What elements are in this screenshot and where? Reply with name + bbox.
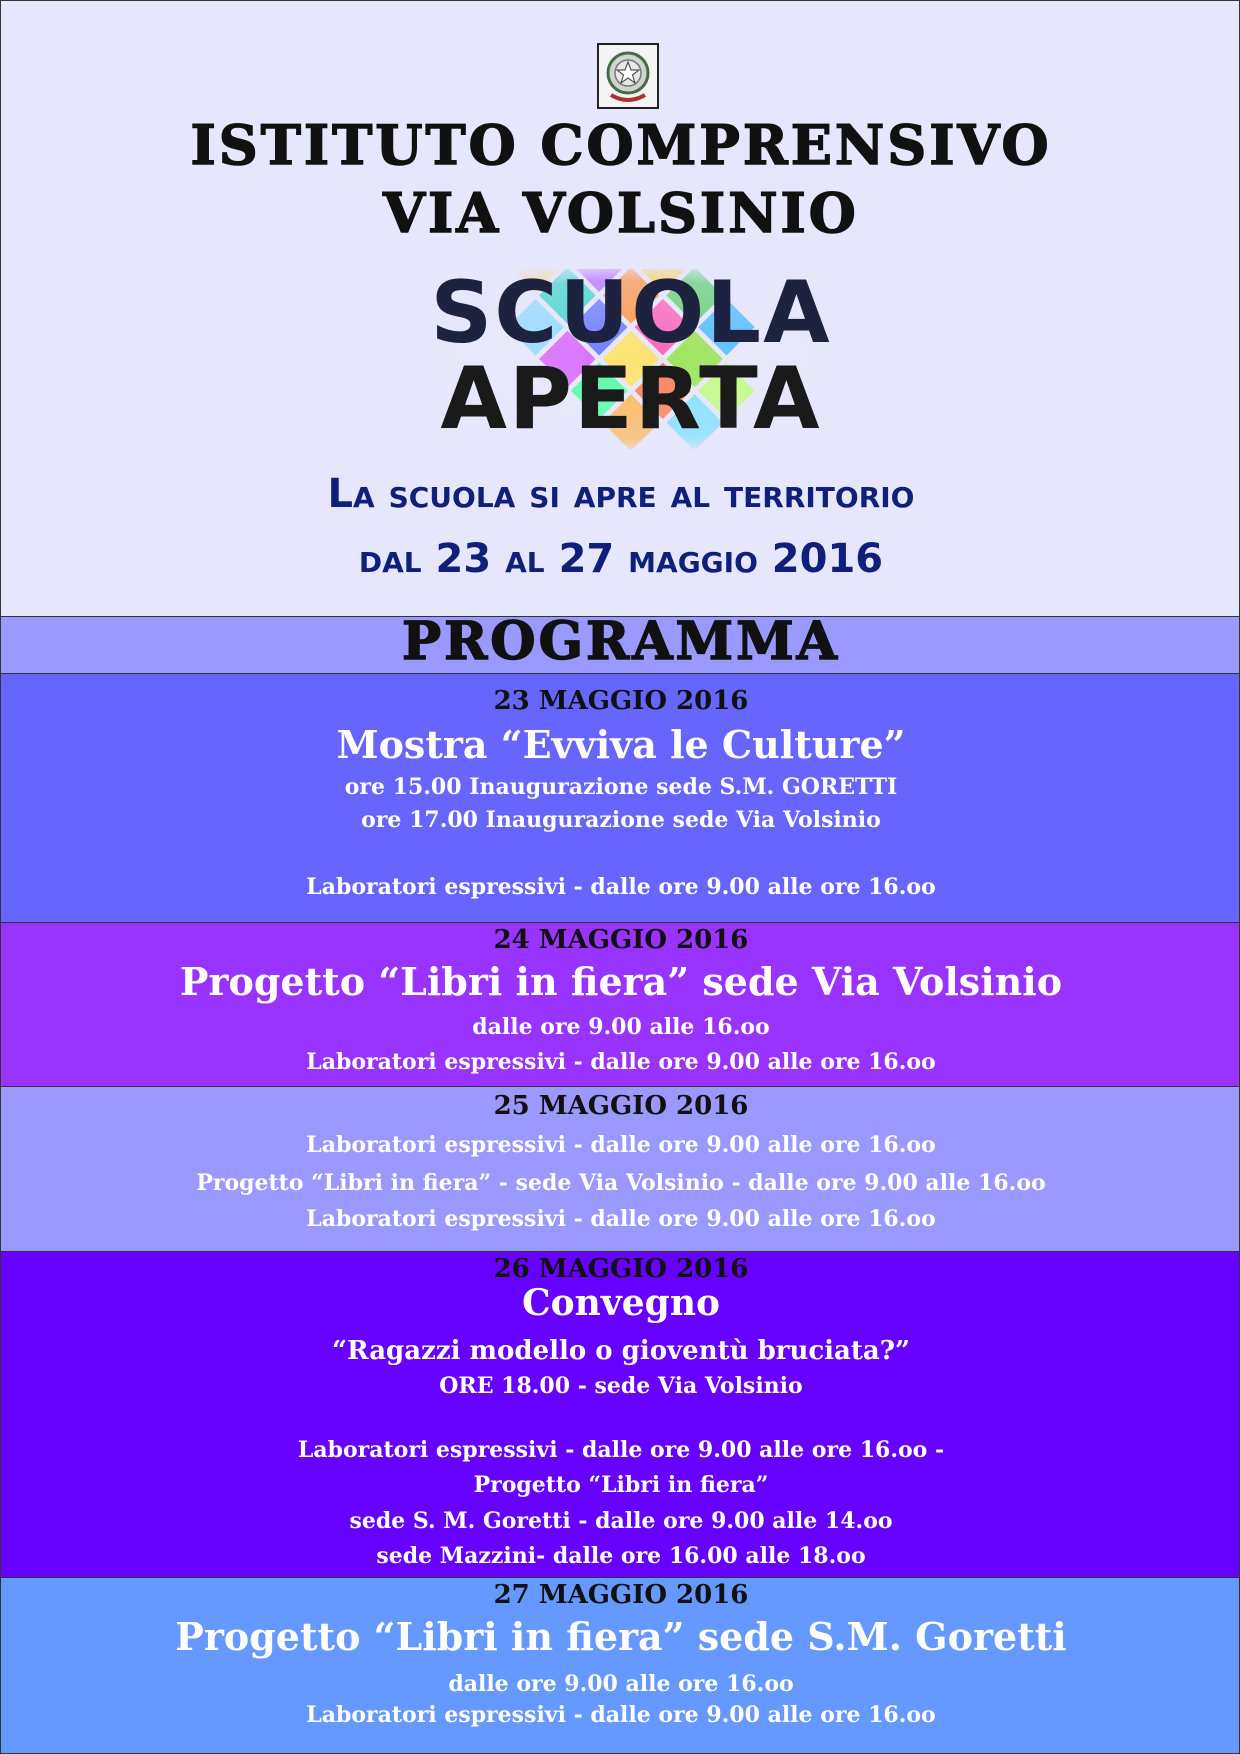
logo-scuola-text: SCUOLA xyxy=(430,263,832,363)
day-26-section xyxy=(0,1251,1240,1578)
programma-banner xyxy=(0,611,1240,674)
programma-title: PROGRAMMA xyxy=(401,611,841,672)
repubblica-italiana-emblem-icon xyxy=(597,43,659,109)
day-line: dalle ore 9.00 alle ore 16.oo xyxy=(448,1671,794,1697)
header-section xyxy=(0,0,1240,617)
tagline xyxy=(1,471,1240,517)
day-24-section xyxy=(0,922,1240,1087)
day-line: sede S. M. Goretti - dalle ore 9.00 alle 14.oo xyxy=(349,1508,893,1534)
day-line: dalle ore 9.00 alle 16.oo xyxy=(472,1014,770,1040)
logo-aperta-text: APERTA xyxy=(440,349,822,449)
day-line: Progetto “Libri in fiera” xyxy=(473,1472,769,1498)
day-line: ORE 18.00 - sede Via Volsinio xyxy=(439,1373,803,1399)
day-date: 24 MAGGIO 2016 xyxy=(493,925,749,955)
day-23-section xyxy=(0,673,1240,923)
day-line: Laboratori espressivi - dalle ore 9.00 alle ore 16.oo - xyxy=(297,1437,945,1463)
school-title-line-2: VIA VOLSINIO xyxy=(383,181,859,245)
day-line: Laboratori espressivi - dalle ore 9.00 alle ore 16.oo xyxy=(306,1206,936,1232)
day-date: 26 MAGGIO 2016 xyxy=(493,1254,749,1284)
day-headline: Mostra “Evviva le Culture” xyxy=(336,722,906,767)
day-headline: Progetto “Libri in fiera” sede S.M. Goretti xyxy=(175,1614,1067,1659)
day-headline: Progetto “Libri in fiera” sede Via Volsinio xyxy=(179,959,1063,1004)
day-date: 27 MAGGIO 2016 xyxy=(493,1580,749,1610)
day-25-section xyxy=(0,1086,1240,1252)
event-dates-text: dal 23 al 27 maggio 2016 xyxy=(358,536,884,582)
day-line: “Ragazzi modello o gioventù bruciata?” xyxy=(332,1336,910,1366)
day-line: Laboratori espressivi - dalle ore 9.00 alle ore 16.oo xyxy=(306,1702,936,1728)
day-date: 23 MAGGIO 2016 xyxy=(493,686,749,716)
day-date: 25 MAGGIO 2016 xyxy=(493,1091,749,1121)
school-title-line-1: ISTITUTO COMPRENSIVO xyxy=(190,113,1052,177)
day-27-section xyxy=(0,1577,1240,1754)
event-dates xyxy=(1,536,1240,582)
day-line: Laboratori espressivi - dalle ore 9.00 alle ore 16.oo xyxy=(306,1132,936,1158)
day-line: Progetto “Libri in fiera” - sede Via Volsinio - dalle ore 9.00 alle 16.oo xyxy=(196,1170,1046,1196)
day-line: Laboratori espressivi - dalle ore 9.00 alle ore 16.oo xyxy=(306,1049,936,1075)
day-line: sede Mazzini- dalle ore 16.00 alle 18.oo xyxy=(376,1543,866,1569)
scuola-aperta-logo xyxy=(371,263,891,449)
day-line: ore 15.00 Inaugurazione sede S.M. GORETTI xyxy=(344,774,898,800)
day-headline: Convegno xyxy=(521,1282,721,1324)
day-line: Laboratori espressivi - dalle ore 9.00 alle ore 16.oo xyxy=(306,874,936,900)
day-line: ore 17.00 Inaugurazione sede Via Volsinio xyxy=(361,807,881,833)
tagline-text: La scuola si apre al territorio xyxy=(327,471,915,517)
